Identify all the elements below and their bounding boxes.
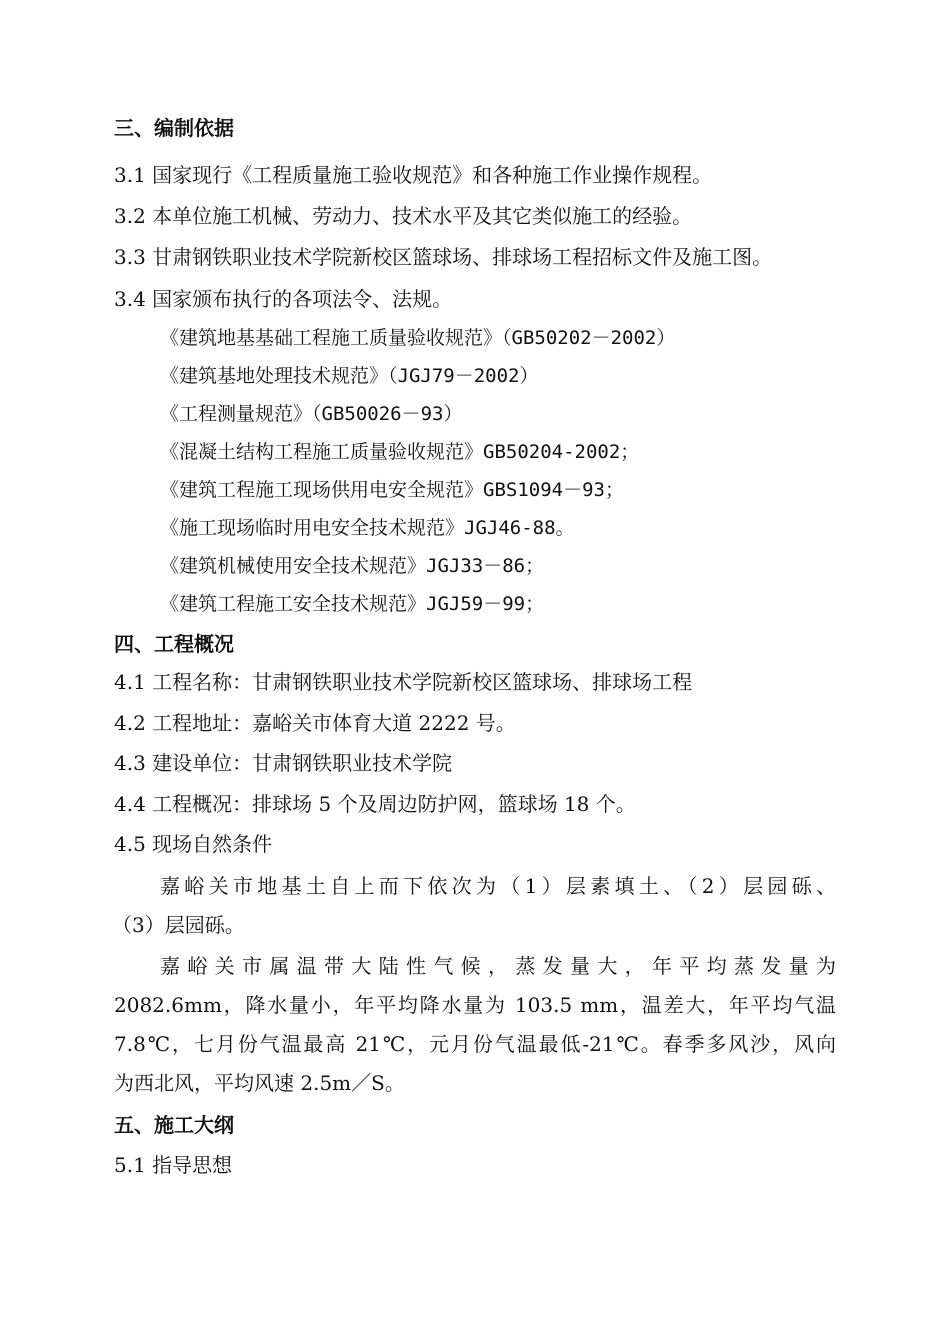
climate-paragraph-line-4: 为西北风，平均风速 2.5m／S。 [114, 1071, 405, 1095]
standard-item: 《建筑工程施工安全技术规范》JGJ59－99； [160, 593, 545, 615]
section-3-item-1: 3.1 国家现行《工程质量施工验收规范》和各种施工作业操作规程。 [114, 163, 713, 187]
standard-item: 《建筑工程施工现场供用电安全规范》GBS1094－93； [160, 479, 624, 501]
section-4-item-1: 4.1 工程名称：甘肃钢铁职业技术学院新校区篮球场、排球场工程 [114, 670, 693, 694]
standard-item: 《工程测量规范》（GB50026－93） [160, 403, 463, 425]
section-4-item-4: 4.4 工程概况：排球场 5 个及周边防护网，篮球场 18 个。 [114, 792, 636, 816]
standard-item: 《建筑地基基础工程施工质量验收规范》（GB50202－2002） [160, 327, 676, 349]
section-5-heading: 五、施工大纲 [114, 1113, 234, 1137]
section-4-item-5: 4.5 现场自然条件 [114, 832, 273, 856]
standard-item: 《建筑基地处理技术规范》（JGJ79－2002） [160, 365, 539, 387]
section-4-heading: 四、工程概况 [114, 632, 234, 656]
section-4-item-3: 4.3 建设单位：甘肃钢铁职业技术学院 [114, 751, 453, 775]
climate-paragraph-line-3: 7.8℃，七月份气温最高 21℃，元月份气温最低-21℃。春季多风沙，风向 [114, 1032, 836, 1056]
section-3-item-4: 3.4 国家颁布执行的各项法令、法规。 [114, 287, 453, 311]
standard-item: 《混凝土结构工程施工质量验收规范》GB50204-2002； [160, 441, 640, 463]
soil-paragraph-line-1: 嘉峪关市地基土自上而下依次为（1）层素填土、（2）层园砾、 [160, 874, 836, 898]
section-4-item-2: 4.2 工程地址：嘉峪关市体育大道 2222 号。 [114, 711, 516, 735]
section-5-item-1: 5.1 指导思想 [114, 1153, 233, 1177]
section-3-item-2: 3.2 本单位施工机械、劳动力、技术水平及其它类似施工的经验。 [114, 204, 693, 228]
climate-paragraph-line-2: 2082.6mm，降水量小，年平均降水量为 103.5 mm，温差大，年平均气温 [114, 993, 836, 1017]
climate-paragraph-line-1: 嘉峪关市属温带大陆性气候，蒸发量大，年平均蒸发量为 [160, 954, 836, 978]
soil-paragraph-line-2: （3）层园砾。 [112, 913, 245, 937]
standard-item: 《施工现场临时用电安全技术规范》JGJ46-88。 [160, 517, 575, 539]
standard-item: 《建筑机械使用安全技术规范》JGJ33－86； [160, 555, 545, 577]
section-3-item-3: 3.3 甘肃钢铁职业技术学院新校区篮球场、排球场工程招标文件及施工图。 [114, 245, 773, 269]
section-3-heading: 三、编制依据 [114, 116, 234, 140]
